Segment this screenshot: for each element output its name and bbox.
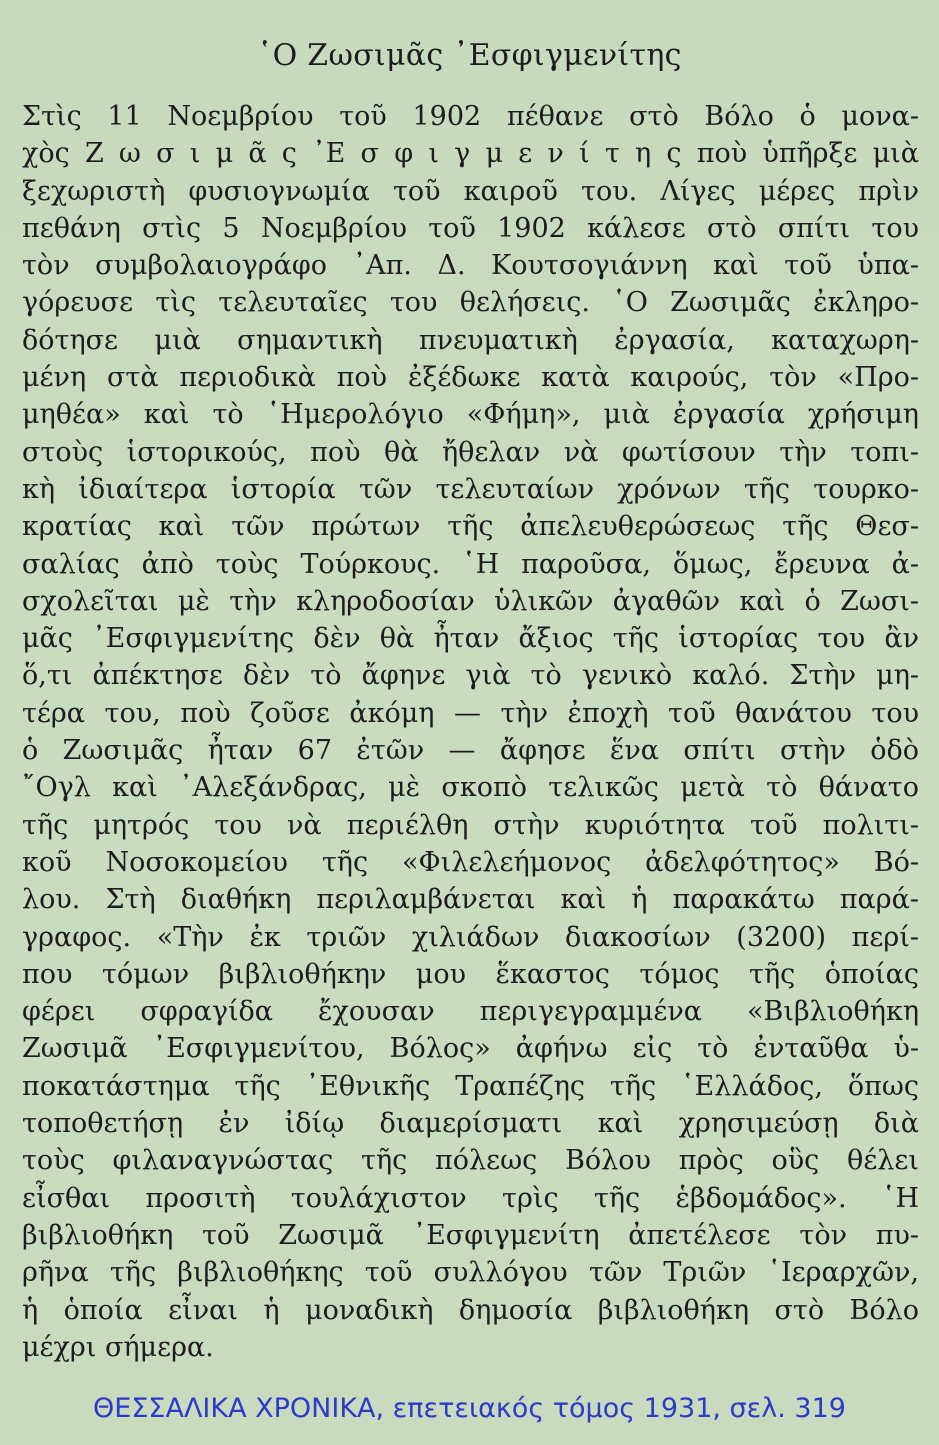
body-text-line: σχολεῖται μὲ τὴν κληροδοσίαν ὑλικῶν ἀγαθῶν καὶ ὁ Ζωσι- — [22, 585, 919, 617]
body-text-line: στοὺς ἱστορικούς, ποὺ θὰ ἤθελαν νὰ φωτίσουν τὴν τοπι- — [22, 436, 919, 468]
body-text-line: που τόμων βιβλιοθήκην μου ἕκαστος τόμος τῆς ὁποίας — [22, 958, 919, 990]
article-body — [22, 98, 919, 1366]
body-text-line: γραφος. «Τὴν ἐκ τριῶν χιλιάδων διακοσίων (3200) περί- — [22, 921, 919, 953]
body-text-line: φέρει σφραγίδα ἔχουσαν περιγεγραμμένα «Βιβλιοθήκη — [22, 996, 919, 1028]
body-text-line: μένη στὰ περιοδικὰ ποὺ ἐξέδωκε κατὰ καιρούς, τὸν «Προ- — [22, 362, 919, 394]
body-text-line: σαλίας ἀπὸ τοὺς Τούρκους. ῾Η παροῦσα, ὅμως, ἔρευνα ἀ- — [22, 548, 919, 580]
body-text-line: τὸν συμβολαιογράφο ᾿Απ. Δ. Κουτσογιάννη καὶ τοῦ ὑπα- — [22, 250, 919, 282]
body-text-line: ἡ ὁποία εἶναι ἡ μοναδικὴ δημοσία βιβλιοθήκη στὸ Βόλο — [22, 1294, 919, 1326]
body-text-line: τῆς μητρός του νὰ περιέλθη στὴν κυριότητα τοῦ πολιτι- — [22, 809, 919, 841]
body-text-line: κοῦ Νοσοκομείου τῆς «Φιλελεήμονος ἀδελφότητος» Βό- — [22, 846, 919, 878]
body-text-line: χὸς Ζ ω σ ι μ ᾶ ς ᾿Ε σ φ ι γ μ ε ν ί τ η ς ποὺ ὑπῆρξε μιὰ — [22, 138, 919, 170]
body-text-line: Ζωσιμᾶ ᾿Εσφιγμενίτου, Βόλος» ἀφήνω εἰς τὸ ἐνταῦθα ὑ- — [22, 1033, 919, 1065]
body-text-line: μηθέα» καὶ τὸ ῾Ημερολόγιο «Φήμη», μιὰ ἐργασία χρήσιμη — [22, 399, 919, 431]
body-text-line: λου. Στὴ διαθήκη περιλαμβάνεται καὶ ἡ παρακάτω παρά- — [22, 884, 919, 916]
body-text-line: ξεχωριστὴ φυσιογνωμία τοῦ καιροῦ του. Λίγες μέρες πρὶν — [22, 175, 919, 207]
body-text-line: ποκατάστημα τῆς ᾿Εθνικῆς Τραπέζης τῆς ῾Ελλάδος, ὅπως — [22, 1070, 919, 1102]
body-text-line: ρῆνα τῆς βιβλιοθήκης τοῦ συλλόγου τῶν Τριῶν ῾Ιεραρχῶν, — [22, 1257, 919, 1289]
body-text-line: κρατίας καὶ τῶν πρώτων τῆς ἀπελευθερώσεως τῆς Θεσ- — [22, 511, 919, 543]
body-text-line: μᾶς ᾿Εσφιγμενίτης δὲν θὰ ἦταν ἄξιος τῆς ἱστορίας του ἂν — [22, 623, 919, 655]
body-text-line: δότησε μιὰ σημαντικὴ πνευματικὴ ἐργασία, καταχωρη- — [22, 324, 919, 356]
article-title: ῾Ο Ζωσιμᾶς ᾿Εσφιγμενίτης — [257, 38, 682, 73]
body-text-line: εἶσθαι προσιτὴ τουλάχιστον τρὶς τῆς ἑβδομάδος». ῾Η — [22, 1182, 919, 1214]
body-text-line: βιβλιοθήκη τοῦ Ζωσιμᾶ ᾿Εσφιγμενίτη ἀπετέλεσε τὸν πυ- — [22, 1219, 919, 1251]
body-text-line: Στὶς 11 Νοεμβρίου τοῦ 1902 πέθανε στὸ Βόλο ὁ μονα- — [22, 101, 919, 132]
body-text-line: κὴ ἰδιαίτερα ἱστορία τῶν τελευταίων χρόνων τῆς τουρκο- — [22, 473, 919, 505]
body-text-line: ῎Ογλ καὶ ᾿Αλεξάνδρας, μὲ σκοπὸ τελικῶς μετὰ τὸ θάνατο — [22, 772, 919, 804]
source-citation: ΘΕΣΣΑΛΙΚΑ ΧΡΟΝΙΚΑ, επετειακός τόμος 1931, σελ. 319 — [93, 1393, 846, 1424]
body-text-line: τέρα του, ποὺ ζοῦσε ἀκόμη — τὴν ἐποχὴ τοῦ θανάτου του — [22, 697, 919, 729]
body-text-line: τοὺς φιλαναγνώστας τῆς πόλεως Βόλου πρὸς οὓς θέλει — [22, 1145, 919, 1177]
body-text-line: γόρευσε τὶς τελευταῖες του θελήσεις. ῾Ο Ζωσιμᾶς ἐκληρο- — [22, 287, 919, 319]
body-text-line: τοποθετήσῃ ἐν ἰδίῳ διαμερίσματι καὶ χρησιμεύσῃ διὰ — [22, 1108, 919, 1140]
body-text-line: μέχρι σήμερα. — [22, 1331, 214, 1363]
body-text-line: ὅ,τι ἀπέκτησε δὲν τὸ ἄφηνε γιὰ τὸ γενικὸ καλό. Στὴν μη- — [22, 660, 919, 692]
body-text-line: ὁ Ζωσιμᾶς ἦταν 67 ἐτῶν — ἄφησε ἕνα σπίτι στὴν ὁδὸ — [22, 735, 919, 767]
body-text-line: πεθάνη στὶς 5 Νοεμβρίου τοῦ 1902 κάλεσε στὸ σπίτι του — [22, 212, 919, 244]
